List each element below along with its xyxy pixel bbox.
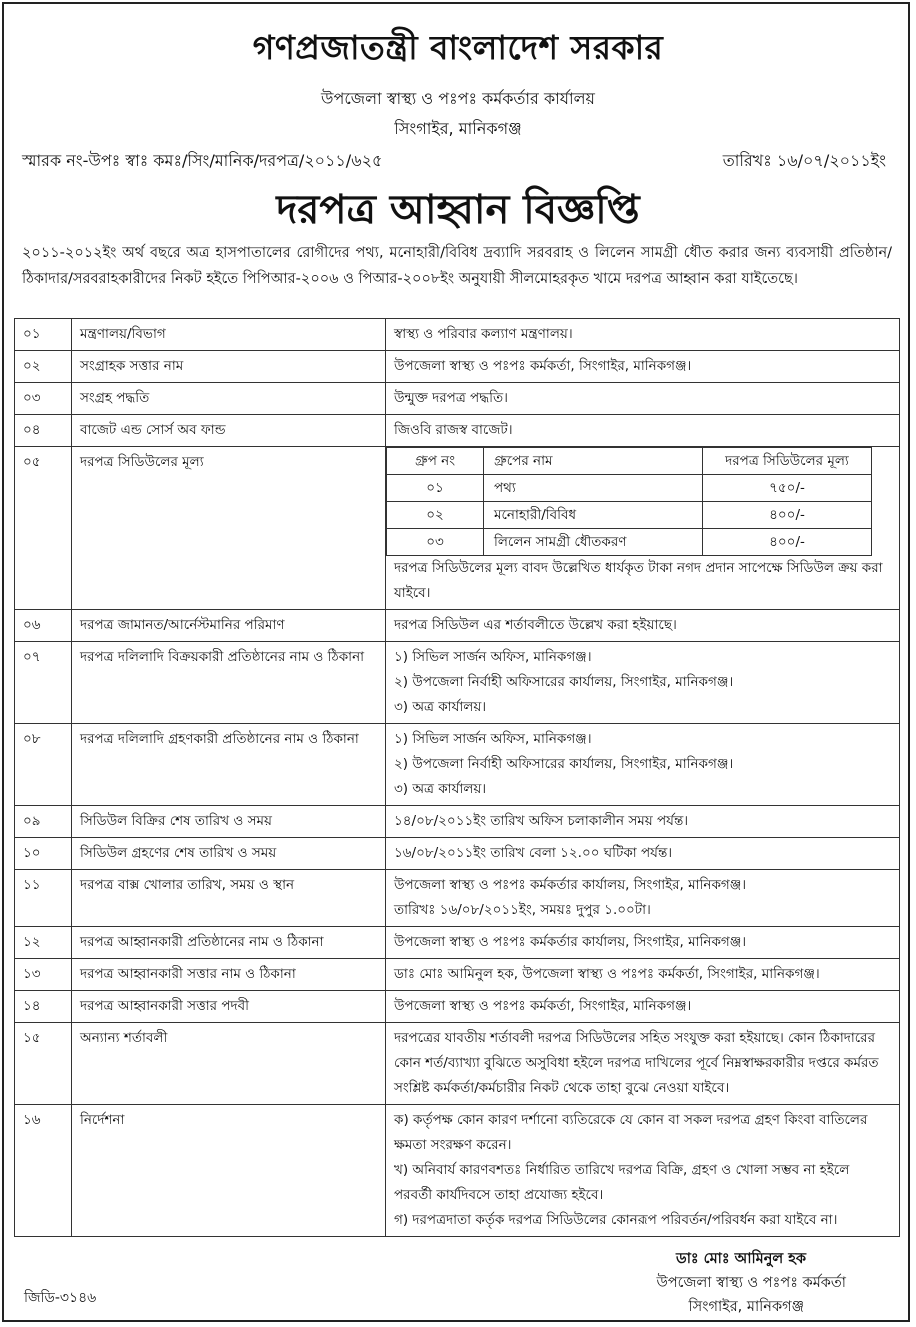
row-value bbox=[386, 870, 900, 927]
row-number: ১০ bbox=[15, 838, 72, 870]
row-label: অন্যান্য শর্তাবলী bbox=[72, 1023, 386, 1105]
row-value bbox=[386, 351, 900, 383]
row-label: দরপত্র আহ্বানকারী সত্তার নাম ও ঠিকানা bbox=[72, 959, 386, 991]
row-value-line: জিওবি রাজস্ব বাজেট। bbox=[394, 422, 513, 438]
schedule-header-cell: দরপত্র সিডিউলের মূল্য bbox=[703, 448, 872, 475]
row-value-line: ডাঃ মোঃ আমিনুল হক, উপজেলা স্বাস্থ্য ও পঃপঃ কর্মকর্তা, সিংগাইর, মানিকগঞ্জ। bbox=[394, 966, 820, 982]
row-number: ০৮ bbox=[15, 724, 72, 806]
row-value bbox=[386, 383, 900, 415]
row-value-line: ৩) অত্র কার্যালয়। bbox=[394, 699, 487, 715]
row-number: ০৪ bbox=[15, 415, 72, 447]
table-row bbox=[15, 610, 900, 642]
signatory-name: ডাঃ মোঃ আমিনুল হক bbox=[676, 1251, 806, 1267]
table-row bbox=[15, 383, 900, 415]
notice-date: তারিখঃ ১৬/০৭/২০১১ইং bbox=[722, 151, 886, 170]
row-value-line: তারিখঃ ১৬/০৮/২০১১ইং, সময়ঃ দুপুর ১.০০টা। bbox=[394, 902, 651, 918]
row-label: দরপত্র দলিলাদি গ্রহণকারী প্রতিষ্ঠানের নাম ও ঠিকানা bbox=[72, 724, 386, 806]
row-label: মন্ত্রণালয়/বিভাগ bbox=[72, 319, 386, 351]
row-value bbox=[386, 927, 900, 959]
schedule-price-table bbox=[386, 447, 872, 556]
row-number: ০৬ bbox=[15, 610, 72, 642]
row-value-line: উপজেলা স্বাস্থ্য ও পঃপঃ কর্মকর্তা, সিংগাইর, মানিকগঞ্জ। bbox=[394, 358, 692, 374]
table-row bbox=[15, 415, 900, 447]
row-value-line: খ) অনিবার্য কারণবশতঃ নির্ধারিত তারিখে দরপত্র বিক্রি, গ্রহণ ও খোলা সম্ভব না হইলে পরবর্তী কার্যদিবসে তাহা প্রযোজ্য হইবে। bbox=[394, 1162, 850, 1203]
row-value bbox=[386, 838, 900, 870]
table-row bbox=[15, 838, 900, 870]
table-row bbox=[15, 724, 900, 806]
table-row bbox=[15, 927, 900, 959]
row-value bbox=[386, 610, 900, 642]
row-value-line: ১৪/০৮/২০১১ইং তারিখ অফিস চলাকালীন সময় পর্যন্ত। bbox=[394, 813, 689, 829]
row-value-line: ১৬/০৮/২০১১ইং তারিখ বেলা ১২.০০ ঘটিকা পর্যন্ত। bbox=[394, 845, 673, 861]
table-row bbox=[15, 870, 900, 927]
intro-paragraph: ২০১১-২০১২ইং অর্থ বছরে অত্র হাসপাতালের রোগীদের পথ্য, মনোহারী/বিবিধ দ্রব্যাদি সরবরাহ ও লিলেন সামগ্রী ধৌত করার জন্য ব্যবসায়ী প্রতিষ্ঠান/ঠিকাদার/সরবরাহকারীদের নিকট হইতে পিপিআর-২০০৬ ও পিআর-২০০৮ইং অনুযায়ী সীলমোহরকৃত খামে দরপত্র আহ্বান করা যাইতেছে। bbox=[22, 245, 892, 287]
row-value-line: দরপত্র সিডিউলের মূল্য বাবদ উল্লেখিত ধার্যকৃত টাকা নগদ প্রদান সাপেক্ষে সিডিউল ক্রয় করা যাইবে। bbox=[394, 560, 883, 601]
row-number: ০৫ bbox=[15, 447, 72, 610]
schedule-cell: ০১ bbox=[387, 475, 484, 502]
signatory-designation: উপজেলা স্বাস্থ্য ও পঃপঃ কর্মকর্তা bbox=[656, 1275, 846, 1291]
schedule-cell: পথ্য bbox=[484, 475, 703, 502]
schedule-row bbox=[387, 529, 872, 556]
footer-code: জিডি-৩১৪৬ bbox=[24, 1290, 97, 1306]
row-value bbox=[386, 1023, 900, 1105]
row-label: দরপত্র দলিলাদি বিক্রয়কারী প্রতিষ্ঠানের নাম ও ঠিকানা bbox=[72, 642, 386, 724]
table-row bbox=[15, 642, 900, 724]
schedule-cell: মনোহারী/বিবিধ bbox=[484, 502, 703, 529]
row-label: দরপত্র আহ্বানকারী সত্তার পদবী bbox=[72, 991, 386, 1023]
row-number: ০৭ bbox=[15, 642, 72, 724]
government-title: গণপ্রজাতন্ত্রী বাংলাদেশ সরকার bbox=[252, 28, 664, 67]
schedule-cell: ৪০০/- bbox=[703, 529, 872, 556]
schedule-cell: ৪০০/- bbox=[703, 502, 872, 529]
table-row bbox=[15, 447, 900, 610]
schedule-header-row bbox=[387, 448, 872, 475]
row-value-line: উপজেলা স্বাস্থ্য ও পঃপঃ কর্মকর্তার কার্যালয়, সিংগাইর, মানিকগঞ্জ। bbox=[394, 934, 747, 950]
office-name: উপজেলা স্বাস্থ্য ও পঃপঃ কর্মকর্তার কার্যালয় bbox=[321, 89, 595, 108]
table-row bbox=[15, 991, 900, 1023]
row-value-line: উপজেলা স্বাস্থ্য ও পঃপঃ কর্মকর্তা, সিংগাইর, মানিকগঞ্জ। bbox=[394, 998, 692, 1014]
table-row bbox=[15, 806, 900, 838]
row-value bbox=[386, 1105, 900, 1237]
schedule-cell: লিলেন সামগ্রী ধৌতকরণ bbox=[484, 529, 703, 556]
signatory-location: সিংগাইর, মানিকগঞ্জ bbox=[688, 1299, 804, 1315]
row-number: ১৫ bbox=[15, 1023, 72, 1105]
row-value bbox=[386, 724, 900, 806]
row-value bbox=[386, 415, 900, 447]
table-row bbox=[15, 1105, 900, 1237]
row-value-line: উপজেলা স্বাস্থ্য ও পঃপঃ কর্মকর্তার কার্যালয়, সিংগাইর, মানিকগঞ্জ। bbox=[394, 877, 747, 893]
row-number: ০৯ bbox=[15, 806, 72, 838]
row-number: ০৩ bbox=[15, 383, 72, 415]
row-value-line: গ) দরপত্রদাতা কর্তৃক দরপত্র সিডিউলের কোনরূপ পরিবর্তন/পরিবর্ধন করা যাইবে না। bbox=[394, 1212, 838, 1228]
row-number: ১১ bbox=[15, 870, 72, 927]
schedule-cell: ০৩ bbox=[387, 529, 484, 556]
table-row bbox=[15, 351, 900, 383]
row-label: নির্দেশনা bbox=[72, 1105, 386, 1237]
schedule-row bbox=[387, 502, 872, 529]
schedule-header-cell: গ্রুপ নং bbox=[387, 448, 484, 475]
row-label: সংগ্রাহক সত্তার নাম bbox=[72, 351, 386, 383]
office-location: সিংগাইর, মানিকগঞ্জ bbox=[394, 119, 522, 138]
row-value-line: উন্মুক্ত দরপত্র পদ্ধতি। bbox=[394, 390, 508, 406]
schedule-cell: ৭৫০/- bbox=[703, 475, 872, 502]
row-label: দরপত্র আহ্বানকারী প্রতিষ্ঠানের নাম ও ঠিকানা bbox=[72, 927, 386, 959]
row-value bbox=[386, 447, 900, 610]
row-value-line: দরপত্র সিডিউল এর শর্তাবলীতে উল্লেখ করা হইয়াছে। bbox=[394, 617, 677, 633]
row-value-line: ক) কর্তৃপক্ষ কোন কারণ দর্শানো ব্যতিরেকে যে কোন বা সকল দরপত্র গ্রহণ কিংবা বাতিলের ক্ষমতা সংরক্ষণ করেন। bbox=[394, 1112, 868, 1153]
row-value bbox=[386, 319, 900, 351]
row-value bbox=[386, 642, 900, 724]
row-label: দরপত্র সিডিউলের মূল্য bbox=[72, 447, 386, 610]
row-value bbox=[386, 959, 900, 991]
row-label: দরপত্র জামানত/আর্নেস্টমানির পরিমাণ bbox=[72, 610, 386, 642]
row-value-line: ২) উপজেলা নির্বাহী অফিসারের কার্যালয়, সিংগাইর, মানিকগঞ্জ। bbox=[394, 756, 734, 772]
row-label: বাজেট এন্ড সোর্স অব ফান্ড bbox=[72, 415, 386, 447]
memo-number: স্মারক নং-উপঃ স্বাঃ কমঃ/সিং/মানিক/দরপত্র/২০১১/৬২৫ bbox=[22, 151, 383, 170]
row-number: ১৩ bbox=[15, 959, 72, 991]
row-value-line: স্বাস্থ্য ও পরিবার কল্যাণ মন্ত্রণালয়। bbox=[394, 326, 573, 342]
row-value-line: ১) সিভিল সার্জন অফিস, মানিকগঞ্জ। bbox=[394, 731, 592, 747]
row-number: ০১ bbox=[15, 319, 72, 351]
schedule-row bbox=[387, 475, 872, 502]
row-value-line: ৩) অত্র কার্যালয়। bbox=[394, 781, 487, 797]
schedule-header-cell: গ্রুপের নাম bbox=[484, 448, 703, 475]
row-value-line: ১) সিভিল সার্জন অফিস, মানিকগঞ্জ। bbox=[394, 649, 592, 665]
row-value bbox=[386, 991, 900, 1023]
notice-title: দরপত্র আহ্বান বিজ্ঞপ্তি bbox=[276, 187, 640, 233]
row-label: সিডিউল বিক্রির শেষ তারিখ ও সময় bbox=[72, 806, 386, 838]
table-row bbox=[15, 319, 900, 351]
row-label: সিডিউল গ্রহণের শেষ তারিখ ও সময় bbox=[72, 838, 386, 870]
row-value-line: দরপত্রের যাবতীয় শর্তাবলী দরপত্র সিডিউলের সহিত সংযুক্ত করা হইয়াছে। কোন ঠিকাদারের কোন শর্ত/ব্যাখ্যা বুঝিতে অসুবিধা হইলে দরপত্র দাখিলের পূর্বে নিম্নস্বাক্ষরকারীর দপ্তরে কর্মরত সংশ্লিষ্ট কর্মকর্তা/কর্মচারীর নিকট থেকে তাহা বুঝে নেওয়া যাইবে। bbox=[394, 1030, 879, 1096]
row-number: ০২ bbox=[15, 351, 72, 383]
row-number: ১২ bbox=[15, 927, 72, 959]
row-label: সংগ্রহ পদ্ধতি bbox=[72, 383, 386, 415]
row-number: ১৪ bbox=[15, 991, 72, 1023]
row-value-line: ২) উপজেলা নির্বাহী অফিসারের কার্যালয়, সিংগাইর, মানিকগঞ্জ। bbox=[394, 674, 734, 690]
row-label: দরপত্র বাক্স খোলার তারিখ, সময় ও স্থান bbox=[72, 870, 386, 927]
schedule-cell: ০২ bbox=[387, 502, 484, 529]
tender-details-table bbox=[14, 318, 900, 1237]
row-number: ১৬ bbox=[15, 1105, 72, 1237]
row-value bbox=[386, 806, 900, 838]
table-row bbox=[15, 959, 900, 991]
table-row bbox=[15, 1023, 900, 1105]
